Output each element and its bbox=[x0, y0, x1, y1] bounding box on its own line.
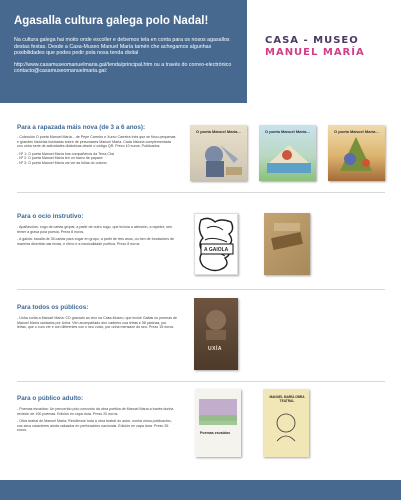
book-title: O poeta Manuel María... bbox=[334, 129, 379, 134]
section-text bbox=[17, 316, 177, 330]
section-description: - Apañavolos: xogo de cartas grupal, a partir de outro xogo, que incluía a atención, a rapidez, sen temer a grava pola poesía. Prezo 8 euros. bbox=[17, 225, 173, 234]
section-description-2: - Obra teatral de Manuel María: Recólleose toda a obra teatral do autor, nunha única publicación, cos seus caracteres aínda valuados en perforacións nacionais. Edición en capa dura. Prezo 35 euros. bbox=[17, 419, 172, 433]
game-box-gaiola[interactable] bbox=[194, 213, 238, 275]
section-divider bbox=[17, 381, 385, 382]
header bbox=[0, 0, 401, 103]
book-cover-3[interactable] bbox=[328, 125, 385, 181]
list-item: - Nº 1: O poeta Manuel María bos compañeiros da Terra Chá bbox=[17, 151, 114, 156]
section-title: Para todos os públicos: bbox=[17, 304, 89, 311]
book-poemas-esvaidos[interactable] bbox=[195, 389, 241, 457]
illustration-icon bbox=[328, 125, 385, 181]
section-divider bbox=[17, 289, 385, 290]
footer bbox=[0, 480, 401, 500]
casa-museo-logo bbox=[265, 35, 389, 67]
page-title: Agasalla cultura galega polo Nadal! bbox=[14, 15, 209, 27]
illustration-icon bbox=[190, 125, 247, 181]
book-title: Poemas esvaídos bbox=[200, 431, 231, 435]
book-title: O poeta Manuel María... bbox=[196, 129, 241, 134]
portrait-icon bbox=[194, 298, 238, 370]
watercolor-icon bbox=[195, 389, 241, 457]
list-item: - Nº 3: O poeta Manuel María vai ver as follas do outono bbox=[17, 160, 107, 165]
portrait-sketch-icon bbox=[263, 389, 309, 457]
logo-bottom-text: MANUEL MARÍA bbox=[265, 47, 365, 58]
book-title: UXÍA bbox=[208, 346, 222, 352]
game-box-apanavolos[interactable] bbox=[264, 213, 310, 275]
book-cover-2[interactable] bbox=[259, 125, 316, 181]
section-description: - Unha conta a Manuel María: CD gravado ao vivo na Casa-Museo, que inclúe Gaitas ou poemas de Manuel María cantados por Ucha. Vén acompañado dun caderno coa letras e 56 páxinas, por letras, que o xuro ver e con diferentes con o seu voxio, por unha mensaxe do seu. Prezo 15 euros. bbox=[17, 316, 178, 330]
card-box-icon bbox=[264, 213, 310, 275]
book-title: A GAIOLA bbox=[204, 247, 229, 253]
header-banner bbox=[0, 0, 247, 103]
intro-text: Na cultura galega hai moito onde escoller e debemos tela en conta para os nosos agasallos destas festas. Desde a Casa-Museo Manuel María tamén che achegamos algunhas posibilidades que podes pedir pola nosa tenda dixital bbox=[14, 37, 230, 57]
section-title: Para a rapazada máis nova (de 3 a 6 anos): bbox=[17, 124, 146, 131]
contact-text[interactable]: http://www.casamuseomanuelmaria.gal/tenda/principal.htm ou a través do correo-electrónico contacto@casamuseomanuelmaria.gal: bbox=[14, 61, 232, 75]
birdcage-icon bbox=[195, 214, 238, 275]
section-title: Para o ocio instrutivo: bbox=[17, 213, 84, 220]
book-obra-teatral[interactable] bbox=[263, 389, 309, 457]
book-title: MANUEL MARÍA OBRA TEATRAL bbox=[269, 395, 305, 403]
section-description: - Colección O poeta Manuel María... de Pepe Carreiro e Xurxo Carreira Inés que se fixou pequenas e grandes historias ilustradas sobre de personaxes Manuel María. Cada historia complementada con unha serie de actividades didácticas desde o código QR. Prezo 10 euros. Publicados: bbox=[17, 135, 176, 149]
book-title: O poeta Manuel María... bbox=[265, 129, 310, 134]
catalog bbox=[0, 103, 401, 480]
logo-top-text: CASA - MUSEO bbox=[265, 35, 359, 46]
book-cover-1[interactable] bbox=[190, 125, 247, 181]
section-text bbox=[17, 135, 177, 166]
section-description: - Poemas esvaídos: Un percorrido polo conxunto da obra poética de Manuel María a través dunha revisión de 190 poemas. Edición en capa dura. Prezo 20 euros. bbox=[17, 407, 174, 416]
cd-cover-uxia[interactable] bbox=[194, 298, 238, 370]
section-description-2: - A gaiola: baralla de 35 cartas para xogar en grupo, a partir de tres anos, ou ben de fundacións de maneira divertida nas rimas, e rítmo e a musicalidade poética. Prezo 8 euros. bbox=[17, 237, 175, 246]
illustration-icon bbox=[259, 125, 316, 181]
section-text bbox=[17, 407, 177, 433]
list-item: - Nº 2: O poeta Manuel María ten un barco de papaxe bbox=[17, 156, 103, 161]
section-divider bbox=[17, 192, 385, 193]
section-title: Para o público adulto: bbox=[17, 395, 84, 402]
section-text bbox=[17, 225, 177, 246]
